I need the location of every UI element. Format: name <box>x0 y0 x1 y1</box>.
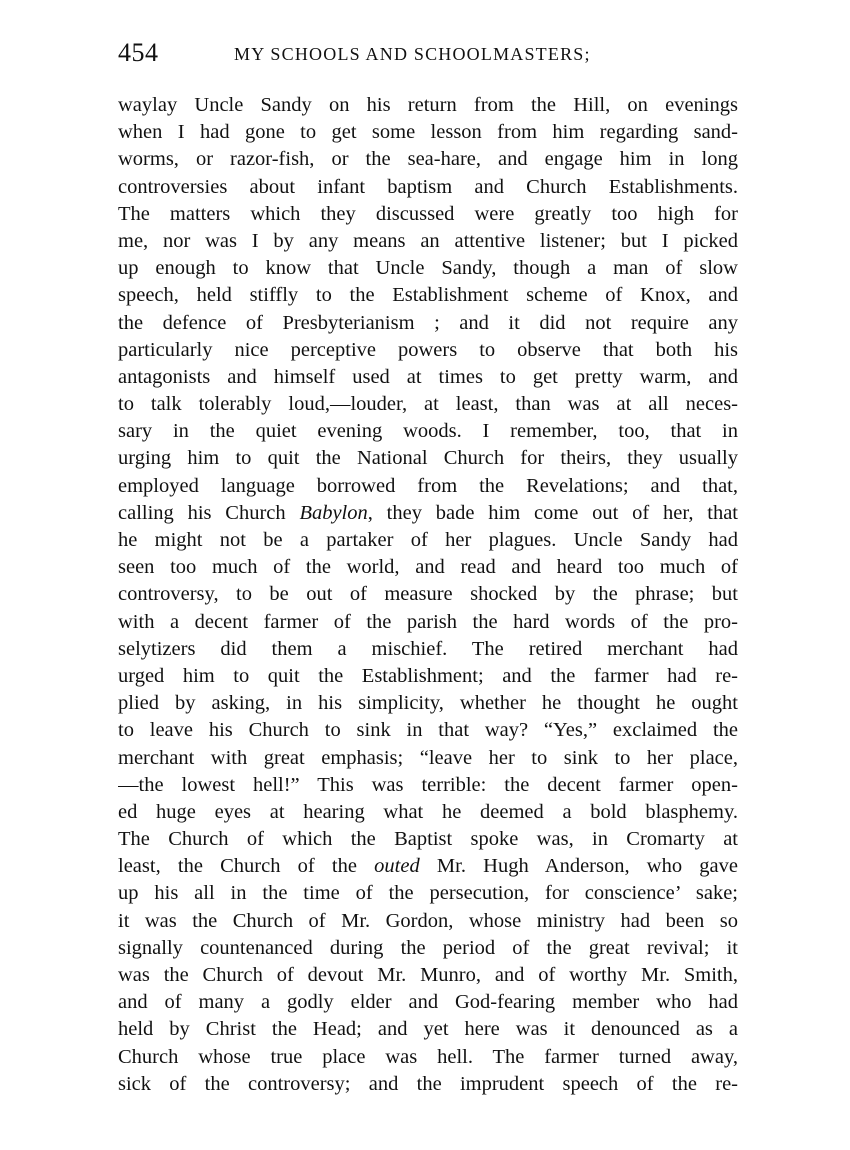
text-segment: worms, or razor-fish, or the sea-hare, and engage him in long <box>118 148 738 171</box>
text-segment: Church whose true place was hell. The farmer turned away, <box>118 1045 738 1068</box>
text-line <box>118 663 738 690</box>
text-line <box>118 772 738 799</box>
text-segment: The Church of which the Baptist spoke was, in Cromarty at <box>118 828 738 851</box>
text-line <box>118 445 738 472</box>
text-segment: least, the Church of the <box>118 855 375 878</box>
text-line <box>118 1016 738 1043</box>
text-line <box>118 527 738 554</box>
text-line <box>118 745 738 772</box>
text-segment: merchant with great emphasis; “leave her to sink to her place, <box>118 746 738 769</box>
text-line <box>118 1071 738 1098</box>
text-segment: controversies about infant baptism and Church Establishments. <box>118 175 738 198</box>
text-segment: plied by asking, in his simplicity, whether he thought he ought <box>118 692 738 715</box>
text-segment: up his all in the time of the persecution, for conscience’ sake; <box>118 882 738 905</box>
text-line <box>118 554 738 581</box>
text-line <box>118 935 738 962</box>
text-segment: selytizers did them a mischief. The retired merchant had <box>118 637 738 660</box>
running-title: MY SCHOOLS AND SCHOOLMASTERS; <box>234 44 591 64</box>
text-line <box>118 473 738 500</box>
text-line <box>118 609 738 636</box>
text-line <box>118 826 738 853</box>
text-line <box>118 962 738 989</box>
text-segment: Mr. Hugh Anderson, who gave <box>419 855 738 878</box>
text-line <box>118 908 738 935</box>
text-segment: —the lowest hell!” This was terrible: the decent farmer open- <box>118 773 738 796</box>
text-segment: speech, held stiffly to the Establishment scheme of Knox, and <box>118 284 738 307</box>
text-segment: calling his Church <box>118 501 300 524</box>
text-line <box>118 500 738 527</box>
text-line <box>118 799 738 826</box>
text-line <box>118 418 738 445</box>
text-segment: to talk tolerably loud,—louder, at least, than was at all neces- <box>118 393 738 416</box>
text-segment: to leave his Church to sink in that way? “Yes,” exclaimed the <box>118 719 738 742</box>
text-line <box>118 146 738 173</box>
italic-text: outed <box>374 855 420 878</box>
text-segment: with a decent farmer of the parish the hard words of the pro- <box>118 610 738 633</box>
text-segment: and of many a godly elder and God-fearing member who had <box>118 991 738 1014</box>
text-segment: up enough to know that Uncle Sandy, though a man of slow <box>118 257 738 280</box>
text-segment: seen too much of the world, and read and heard too much of <box>118 556 738 579</box>
text-segment: sary in the quiet evening woods. I remember, too, that in <box>118 420 738 443</box>
text-line <box>118 174 738 201</box>
text-segment: antagonists and himself used at times to get pretty warm, and <box>118 365 738 388</box>
text-line <box>118 310 738 337</box>
text-line <box>118 228 738 255</box>
text-line <box>118 989 738 1016</box>
text-segment: when I had gone to get some lesson from him regarding sand- <box>118 121 738 144</box>
text-segment: ed huge eyes at hearing what he deemed a bold blasphemy. <box>118 800 738 823</box>
text-line <box>118 364 738 391</box>
italic-text: Babylon <box>299 501 368 524</box>
text-segment: held by Christ the Head; and yet here was it denounced as a <box>118 1018 738 1041</box>
text-line <box>118 1044 738 1071</box>
text-segment: the defence of Presbyterianism ; and it did not require any <box>118 311 738 334</box>
text-line <box>118 636 738 663</box>
text-segment: controversy, to be out of measure shocked by the phrase; but <box>118 583 738 606</box>
text-line <box>118 717 738 744</box>
body-text <box>118 92 738 1098</box>
text-segment: sick of the controversy; and the imprudent speech of the re- <box>118 1072 738 1095</box>
text-segment: employed language borrowed from the Revelations; and that, <box>118 474 738 497</box>
text-line <box>118 391 738 418</box>
text-line <box>118 119 738 146</box>
text-line <box>118 282 738 309</box>
running-header <box>118 38 738 78</box>
text-line <box>118 690 738 717</box>
text-line <box>118 201 738 228</box>
text-segment: waylay Uncle Sandy on his return from the Hill, on evenings <box>118 94 738 116</box>
text-line <box>118 880 738 907</box>
text-segment: it was the Church of Mr. Gordon, whose ministry had been so <box>118 909 738 932</box>
text-segment: signally countenanced during the period of the great revival; it <box>118 936 738 959</box>
text-line <box>118 92 738 119</box>
text-line <box>118 581 738 608</box>
text-line <box>118 853 738 880</box>
text-segment: was the Church of devout Mr. Munro, and of worthy Mr. Smith, <box>118 964 738 986</box>
page-number: 454 <box>118 38 159 67</box>
text-segment: urging him to quit the National Church for theirs, they usually <box>118 447 738 470</box>
text-segment: me, nor was I by any means an attentive listener; but I picked <box>118 229 738 252</box>
text-line <box>118 255 738 282</box>
text-segment: , they bade him come out of her, that <box>367 501 738 524</box>
text-segment: The matters which they discussed were greatly too high for <box>118 202 738 225</box>
text-line <box>118 337 738 364</box>
text-segment: he might not be a partaker of her plagues. Uncle Sandy had <box>118 529 738 551</box>
text-segment: particularly nice perceptive powers to observe that both his <box>118 338 738 361</box>
text-segment: urged him to quit the Establishment; and the farmer had re- <box>118 664 738 687</box>
